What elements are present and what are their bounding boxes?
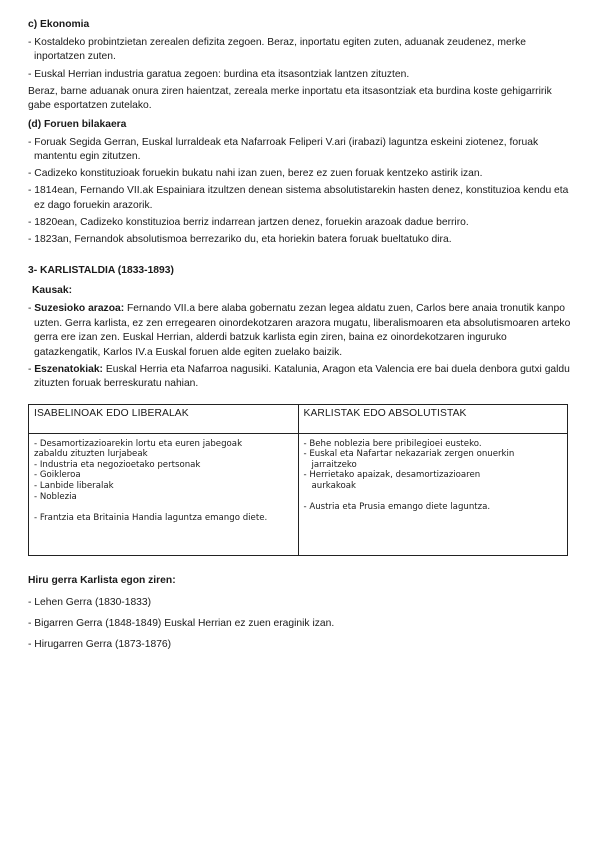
left-item: - Noblezia <box>34 491 77 502</box>
right-item: jarraitzeko <box>311 459 357 470</box>
ekonomia-heading: c) Ekonomia <box>28 19 90 30</box>
kausa-suzesioko: - Suzesioko arazoa: Fernando VII.a bere alaba gobernatu zezan legea aldatu zuen, Carlos bere anaia tronutik kanpo uzten. Gerra karlista, ez zen erregearen oinordekotzaren arazora mugatu, liberalismoaren eta absolutismoaren arteko gerra ere izan zen. Euskal Herrian, alderdi batzuk karlista egin ziren, baina ez oinordekotzaren inguruko gatazkengatik, Karlos IV.a Euskal foruen alde egiten zuelako baizik. <box>28 303 571 358</box>
kausa-label: Suzesioko arazoa: <box>34 303 125 315</box>
section-gap <box>28 250 574 260</box>
left-column-header: ISABELINOAK EDO LIBERALAK <box>29 404 299 433</box>
foruen-bullet: - 1823an, Fernandok absolutismoa berrezariko du, eta horiekin batera foruak bueltatuko dira. <box>28 234 452 246</box>
foruen-heading: (d) Foruen bilakaera <box>28 118 127 130</box>
war-item: - Bigarren Gerra (1848-1849) Euskal Herrian ez zuen eraginik izan. <box>28 617 335 629</box>
wars-title: Hiru gerra Karlista egon ziren: <box>28 574 176 586</box>
comparison-table <box>28 404 568 556</box>
right-item: - Herrietako apaizak, desamortizazioaren <box>303 470 481 481</box>
foruen-bullet: - 1820ean, Cadizeko konstituzioa berriz indarrean jartzen denez, foruekin arazoak dadue berriro. <box>28 217 469 229</box>
cell-gap <box>304 492 563 503</box>
document-page <box>28 14 574 659</box>
table-header-row <box>29 404 568 433</box>
left-item: - Lanbide liberalak <box>34 481 114 492</box>
left-item: - Industria eta negozioetako pertsonak <box>34 459 201 470</box>
right-item: - Euskal eta Nafartar nekazariak zergen onuerkin <box>303 449 515 460</box>
war-item: - Hirugarren Gerra (1873-1876) <box>28 638 172 650</box>
foruen-bullet: - Foruak Segida Gerran, Euskal lurraldeak eta Nafarroak Feliperi V.ari (irabazi) laguntza eskeini ziotenez, foruak mantentu egin zitutzen. <box>28 136 539 163</box>
right-note: - Austria eta Prusia emango diete laguntza. <box>303 502 491 513</box>
ekonomia-bullet: - Euskal Herrian industria garatua zegoen: burdina eta itsasontziak lantzen zituzten. <box>28 68 410 80</box>
karlistaldia-heading: 3- KARLISTALDIA (1833-1893) <box>28 265 174 277</box>
kausa-label: Eszenatokiak: <box>34 363 103 375</box>
left-item: - Desamortizazioarekin lortu eta euren jabegoak <box>34 438 243 449</box>
left-cell <box>29 433 299 555</box>
table-row <box>29 433 568 555</box>
kausa-text: Fernando VII.a bere alaba gobernatu zezan legea aldatu zuen, Carlos bere anaia tronutik kanpo uzten. Gerra karlista, ez zen erregearen oinordekotzaren arazora mugatu, liberalismoaren eta absolutismoaren arteko gerra ere izan zen. Euskal Herrian, alderdi batzuk karlista egin ziren, baina ez oinordekotzaren inguruko gatazkengatik, Karlos IV.a Euskal foruen alde egiten zuelako baizik. <box>34 303 571 358</box>
right-column-header: KARLISTAK EDO ABSOLUTISTAK <box>298 404 568 433</box>
right-item: - Behe noblezia bere pribilegioei eusteko. <box>303 438 482 449</box>
left-item: zabaldu zituzten lurjabeak <box>34 449 148 460</box>
cell-gap <box>34 502 293 513</box>
kausa-text: Euskal Herria eta Nafarroa nagusiki. Katalunia, Aragon eta Valencia ere bai duela denbora gutxi galdu zituzten foruak berreskuratu nahian. <box>34 363 570 390</box>
kausa-eszenatokiak: - Eszenatokiak: Euskal Herria eta Nafarroa nagusiki. Katalunia, Aragon eta Valencia ere bai duela denbora gutxi galdu zituzten foruak berreskuratu nahian. <box>28 363 570 390</box>
ekonomia-bullet: - Kostaldeko probintzietan zerealen defizita zegoen. Beraz, inportatu egiten zuten, aduanak zeudenez, merke inportatzen zuten. <box>28 37 527 63</box>
foruen-bullet: - Cadizeko konstituzioak foruekin bukatu nahi izan zuen, berez ez zuen foruak kentzeko astirik izan. <box>28 168 483 180</box>
left-item: - Goikleroa <box>34 470 81 481</box>
kausak-label: Kausak: <box>32 285 73 297</box>
ekonomia-conclusion: Beraz, barne aduanak onura ziren haientzat, zereala merke inportatu eta itsasontziak eta burdina koste gehigarririk gabe esportatzen zutelako. <box>28 85 552 112</box>
right-cell <box>298 433 568 555</box>
right-item: aurkakoak <box>311 481 357 492</box>
left-note: - Frantzia eta Britainia Handia laguntza emango diete. <box>34 512 268 523</box>
foruen-bullet: - 1814ean, Fernando VII.ak Espainiara itzultzen denean sistema absolutistarekin hasten denez, konstituzioa kendu eta ez dago foruekin arazorik. <box>28 185 569 211</box>
war-item: - Lehen Gerra (1830-1833) <box>28 596 152 608</box>
